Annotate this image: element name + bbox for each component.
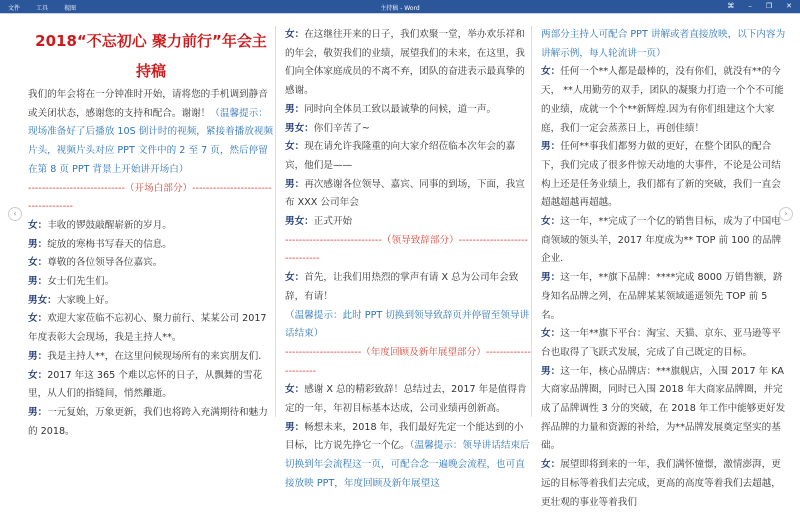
menu-tools[interactable]: 工具: [36, 5, 49, 12]
paragraph: [541, 26, 787, 63]
document-title: 2018“不忘初心 聚力前行”年会主持稿: [35, 32, 267, 80]
paragraph: [285, 269, 531, 306]
paragraph: [541, 269, 787, 325]
paragraph-text: 这一年**旗下平台：淘宝、天猫、京东、亚马逊等平台也取得了飞跃式发展，完成了自己既定的目标。: [541, 328, 781, 358]
section-divider: ----------------------（年度回顾及新年展望部分）----------------------: [285, 346, 531, 377]
section-divider: ----------------------------（领导致辞部分）------------------------------: [285, 234, 528, 265]
paragraph-text: 正式开始: [313, 216, 353, 228]
speaker-label: 男：: [285, 178, 305, 190]
speaker-label: 男：: [28, 350, 48, 362]
section-divider: ----------------------------（开场白部分）------------------------------------: [28, 182, 272, 213]
speaker-label: 女：: [285, 384, 305, 396]
paragraph-text: 这一年，**完成了一个亿的销售目标，成为了中国电商领域的领头羊，2017 年度成为** TOP 前 100 的品牌企业.: [541, 216, 782, 265]
speaker-label: 女：: [28, 369, 48, 381]
speaker-label: 男女：: [285, 122, 314, 134]
paragraph-text: 欢迎大家莅临不忘初心、聚力前行、某某公司 2017 年度表彰大会现场，我是主持人**。: [28, 313, 267, 344]
paragraph: [28, 367, 274, 404]
paragraph-text: 绽放的寒梅书写春天的信息。: [47, 238, 172, 250]
paragraph: [541, 138, 787, 213]
paragraph-text: 你们辛苦了~: [313, 122, 370, 134]
paragraph: [541, 325, 787, 362]
paragraph-text: 丰收的锣鼓敲醒崭新的岁月。: [47, 219, 172, 231]
paragraph-text: 再次感谢各位领导、嘉宾、同事的到场，下面，我宣布 XXX 公司年会: [285, 178, 525, 209]
paragraph-text: 畅想未来，2018 年，我们最好先定一个能达到的小目标，比方说先挣它一个亿。: [285, 421, 524, 452]
speaker-label: 男女：: [28, 294, 57, 306]
speaker-label: 女：: [541, 459, 561, 471]
tip-text: （温馨提示：此时 PPT 切换到领导致辞页并停留至领导讲话结束）: [285, 309, 530, 340]
speaker-label: 女：: [285, 272, 305, 284]
title-bar: [0, 0, 800, 14]
paragraph-text: 这一年，核心品牌店：***旗舰店，入围 2017 年 KA 大商家品牌圈，同时已入围 2018 年大商家品牌圈，并完成了品牌调性 3 分的突破，在 2018 年工作中能够更好发挥品牌的力量和资源的补给，为**品牌发展奠定坚实的基础。: [541, 365, 786, 452]
paragraph-text: 现在请允许我隆重的向大家介绍莅临本次年会的嘉宾，他们是——: [285, 141, 516, 171]
paragraph: [285, 138, 531, 175]
previous-page-button[interactable]: ‹: [8, 207, 22, 221]
paragraph-text: 2017 年这 365 个难以忘怀的日子，从飘舞的雪花里，从人们的指缝间，悄然離逝。: [28, 369, 263, 400]
speaker-label: 男：: [285, 103, 305, 115]
tip-text: （温馨提示：领导讲话结束后切换到年会流程这一页，可配合念一遍晚会流程，也可直接放映 PPT，年度回顾及新年展望这: [285, 440, 530, 489]
tip-text: 两部分主持人可配合 PPT 讲解或者直接放映，以下内容为讲解示例，每人轮流讲一页）: [541, 29, 786, 59]
paragraph: [285, 307, 531, 344]
paragraph-text: 在这继往开来的日子，我们欢聚一堂，举办欢乐祥和的年会，敬贺我们的业绩，展望我们的未来，在这里，我们向全体家庭成员的不离不弃，团队的奋进表示最真挚的感谢。: [285, 29, 525, 97]
paragraph-text: 任何**事我们都努力做的更好，在整个团队的配合下，我们完成了很多件惊天动地的大事件，不论是公司结构上还是任务业绩上，我们都有了新的突破，我们一直会超越超越再超越。: [541, 141, 781, 209]
window-controls: [727, 2, 792, 10]
paragraph: [541, 63, 787, 138]
speaker-label: 女：: [28, 313, 48, 325]
close-button[interactable]: ✕: [786, 2, 792, 10]
paragraph: [28, 254, 274, 273]
paragraph-text: 展望即将到来的一年，我们满怀憧憬，激情澎湃，更远的目标等着我们去完成，更高的高度等着我们去超越，更壮观的事业等着我们: [541, 459, 781, 508]
speaker-label: 女：: [285, 29, 305, 40]
speaker-label: 男女：: [285, 216, 314, 228]
paragraph: [28, 348, 274, 367]
paragraph: [28, 404, 274, 441]
paragraph-text: 感谢 X 总的精彩致辞！总结过去，2017 年是值得肯定的一年，年初目标基本达成，公司业绩再创新高。: [285, 384, 527, 415]
window-title: 主持稿 - Word: [380, 5, 420, 12]
menu-file[interactable]: 文件: [8, 5, 21, 12]
menu-view[interactable]: 视图: [64, 5, 77, 12]
speaker-label: 女：: [28, 219, 48, 231]
column-divider: [531, 26, 532, 417]
paragraph-text: 首先，让我们用热烈的掌声有请 X 总为公司年会致辞，有请！: [285, 272, 519, 302]
speaker-label: 女：: [541, 328, 561, 340]
paragraph-text: 这一年，**旗下品牌：****完成 8000 万销售额，跻身知名品牌之列，在品牌某某领域遥遥领先 TOP 前 5 名。: [541, 272, 783, 321]
paragraph-text: 同时向全体员工致以最诚挚的问候，道一声。: [304, 103, 497, 115]
paragraph: [541, 456, 787, 512]
paragraph: [28, 310, 274, 347]
restore-button[interactable]: ❐: [765, 2, 773, 10]
column-divider: [275, 26, 276, 417]
paragraph: [541, 213, 787, 269]
paragraph: [28, 86, 274, 180]
paragraph: [285, 381, 531, 418]
speaker-label: 女：: [285, 141, 305, 153]
layout-icon[interactable]: ⌘: [727, 2, 735, 10]
document-column-3: [541, 26, 787, 512]
paragraph: [285, 419, 531, 494]
next-page-button[interactable]: ›: [779, 207, 793, 221]
paragraph: [285, 26, 531, 101]
document-column-1: [28, 26, 274, 441]
speaker-label: 女：: [541, 66, 561, 78]
paragraph: [28, 217, 274, 236]
speaker-label: 女：: [541, 216, 561, 228]
paragraph-text: 我们的年会将在一分钟准时开始，请将您的手机调到静音或关闭状态，感谢您的支持和配合。谢谢！: [28, 89, 268, 119]
document-column-2: [285, 26, 531, 494]
paragraph-text: 任何一个**人都是最棒的，没有你们，就没有**的今天， **人用勤劳的双手，团队的凝聚力打造一个个不可能的业绩，成就一个个**新辉煌.因为有你们组建这个大家庭，我们一定会蒸蒸日上，再创佳绩！: [541, 66, 784, 134]
paragraph-text: 大家晚上好。: [56, 294, 115, 306]
speaker-label: 男：: [541, 272, 561, 284]
paragraph-text: 一元复始，万象更新，我们也将跨入充满期待和魅力的 2018。: [28, 406, 268, 437]
paragraph: [285, 213, 531, 232]
tip-text: （温馨提示：现场准备好了后播放 10S 倒计时的视频，紧接着播放视频片头，视频片头对应 PPT 文件中的 2 至 7 页，然后停留在第 8 页 PPT 背景上开始讲开场白）: [28, 107, 274, 175]
speaker-label: 男：: [541, 365, 561, 377]
paragraph: [285, 101, 531, 120]
paragraph: [541, 363, 787, 457]
minimize-button[interactable]: –: [748, 2, 752, 10]
paragraph-text: 女士们先生们。: [47, 276, 115, 288]
speaker-label: 男：: [28, 276, 48, 288]
paragraph: [28, 236, 274, 255]
speaker-label: 男：: [541, 141, 561, 153]
paragraph-text: 尊敬的各位领导各位嘉宾。: [47, 257, 163, 269]
speaker-label: 男：: [285, 421, 305, 433]
paragraph: [28, 273, 274, 292]
paragraph: [28, 292, 274, 311]
paragraph: [285, 120, 531, 139]
speaker-label: 男：: [28, 238, 48, 250]
paragraph: [285, 176, 531, 213]
speaker-label: 男：: [28, 406, 48, 418]
speaker-label: 女：: [28, 257, 48, 269]
paragraph-text: 我是主持人**，在这里问候现场所有的来宾朋友们.: [47, 350, 262, 362]
